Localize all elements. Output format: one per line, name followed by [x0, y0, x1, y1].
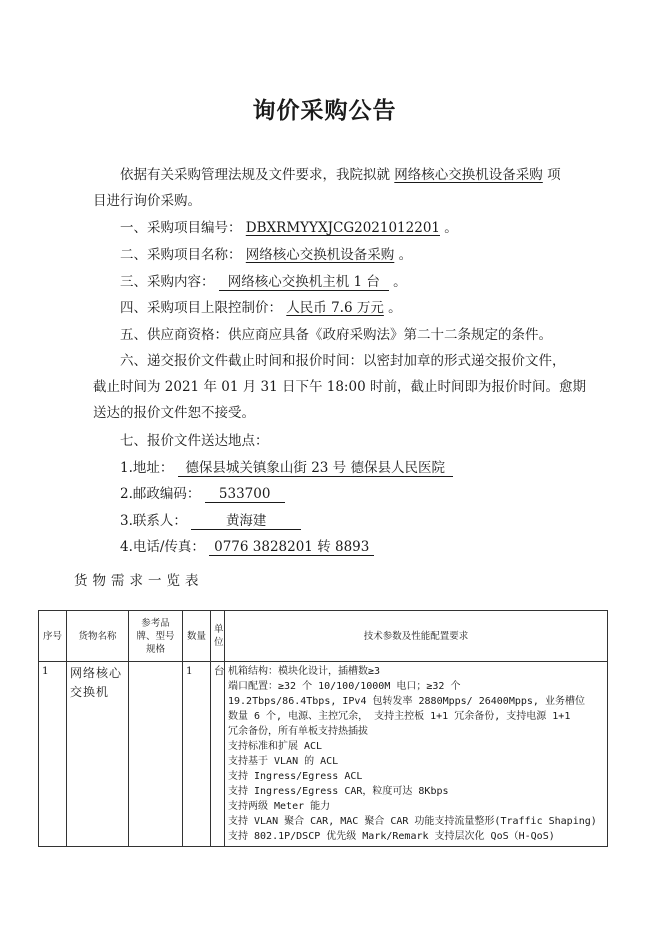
contact-label: 3.联系人：	[120, 513, 187, 529]
spec-line: 支持 Ingress/Egress ACL	[228, 771, 363, 782]
spec-line: 冗余备份，所有单板支持热插拔	[228, 726, 368, 737]
header-spec: 技术参数及性能配置要求	[225, 611, 608, 662]
period: 。	[398, 247, 413, 263]
row-spec	[225, 662, 608, 847]
spec-line: 支持 802.1P/DSCP 优先级 Mark/Remark 支持层次化 QoS（H-QoS)	[228, 831, 555, 842]
spec-line: 机箱结构：模块化设计，插槽数≥3	[228, 666, 381, 677]
spec-line: 支持标准和扩展 ACL	[228, 741, 323, 752]
intro-line-2: 目进行询价采购。	[93, 193, 201, 209]
period: 。	[444, 220, 458, 236]
phone-value: 0776 3828201 转 8893	[209, 539, 374, 556]
deadline-line-1: 六、递交报价文件截止时间和报价时间：以密封加章的形式递交报价文件，	[120, 353, 566, 369]
project-number-value: DBXRMYYXJCG2021012201	[245, 220, 440, 236]
row-name: 网络核心交换机	[67, 662, 129, 847]
intro-line-1	[120, 166, 561, 184]
spec-line: 19.2Tbps/86.4Tbps, IPv4 包转发率 2880Mpps/ 26400Mpps, 业务槽位	[228, 696, 585, 707]
spec-line: 端口配置：≥32 个 10/100/1000M 电口；≥32 个	[228, 681, 461, 692]
content-row	[120, 273, 407, 291]
content-value: 网络核心交换机主机 1 台	[219, 274, 389, 291]
header-unit: 单位	[211, 611, 225, 662]
address-label: 1.地址：	[120, 460, 174, 476]
content-label: 三、采购内容：	[120, 274, 215, 290]
deadline-line-3: 送达的报价文件恕不接受。	[93, 405, 255, 421]
project-name-row	[120, 246, 412, 264]
row-brand	[129, 662, 183, 847]
price-row	[120, 299, 402, 317]
header-brand: 参考品牌、型号规格	[129, 611, 183, 662]
header-name: 货物名称	[67, 611, 129, 662]
postcode-row	[120, 485, 285, 503]
price-label: 四、采购项目上限控制价：	[120, 300, 282, 316]
project-number-label: 一、采购项目编号：	[120, 220, 242, 236]
spec-line: 支持两级 Meter 能力	[228, 801, 331, 812]
table-row	[39, 662, 608, 847]
row-no: 1	[39, 662, 67, 847]
header-qty: 数量	[183, 611, 211, 662]
row-qty: 1	[183, 662, 211, 847]
phone-row	[120, 538, 374, 556]
intro-text-end: 项	[547, 167, 561, 183]
postcode-label: 2.邮政编码：	[120, 486, 201, 502]
phone-label: 4.电话/传真：	[120, 539, 205, 555]
contact-value: 黄海建	[191, 513, 301, 530]
project-name-label: 二、采购项目名称：	[120, 247, 242, 263]
page-title: 询价采购公告	[252, 97, 397, 124]
address-value: 德保县城关镇象山街 23 号 德保县人民医院	[178, 460, 453, 477]
table-title: 货物需求一览表	[74, 573, 204, 589]
spec-line: 支持基于 VLAN 的 ACL	[228, 756, 339, 767]
postcode-value: 533700	[205, 486, 285, 503]
spec-line: 支持 VLAN 聚合 CAR, MAC 聚合 CAR 功能支持流量整形(Traffic Shaping)	[228, 816, 597, 827]
requirements-table	[38, 610, 608, 847]
address-row	[120, 459, 453, 477]
contact-row	[120, 512, 301, 530]
deadline-line-2: 截止时间为 2021 年 01 月 31 日下午 18:00 时前，截止时间即为报价时间。愈期	[93, 379, 586, 395]
intro-text: 依据有关采购管理法规及文件要求，我院拟就	[120, 167, 390, 183]
row-unit: 台	[211, 662, 225, 847]
header-no: 序号	[39, 611, 67, 662]
qualification-row: 五、供应商资格：供应商应具备《政府采购法》第二十二条规定的条件。	[120, 327, 552, 343]
period: 。	[388, 300, 402, 316]
price-value: 人民币 7.6 万元	[286, 300, 384, 316]
spec-line: 支持 Ingress/Egress CAR，粒度可达 8Kbps	[228, 786, 449, 797]
project-name-value: 网络核心交换机设备采购	[245, 247, 395, 263]
spec-line: 数量 6 个, 电源、主控冗余， 支持主控板 1+1 冗余备份, 支持电源 1+1	[228, 711, 571, 722]
project-number-row	[120, 219, 458, 237]
table-header-row	[39, 611, 608, 662]
period: 。	[393, 274, 407, 290]
delivery-heading: 七、报价文件送达地点：	[120, 433, 269, 449]
intro-project-name: 网络核心交换机设备采购	[394, 167, 543, 183]
